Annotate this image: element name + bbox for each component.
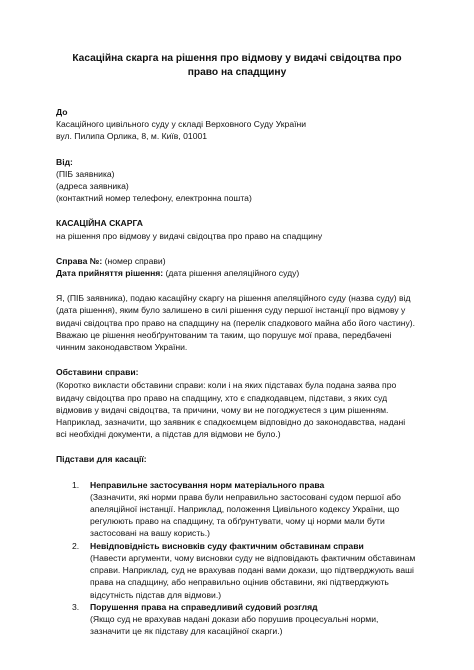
grounds-list [56,479,418,638]
list-item-title: Порушення права на справедливий судовий розгляд [90,601,318,612]
recipient-line: вул. Пилипа Орлика, 8, м. Київ, 01001 [56,131,208,142]
list-item-title: Невідповідність висновків суду фактичним обставинам справи [90,540,364,551]
list-item [72,601,418,638]
complaint-heading: КАСАЦІЙНА СКАРГА [56,218,144,229]
grounds-section [56,453,418,637]
circumstances-heading: Обставини справи: [56,367,139,378]
decision-date-value: (дата рішення апеляційного суду) [163,268,300,279]
circumstances-section [56,366,418,440]
recipient-block [56,106,418,143]
sender-line: (ПІБ заявника) [56,168,115,179]
case-info-block [56,255,418,279]
grounds-heading: Підстави для касації: [56,454,147,465]
sender-label: Від: [56,156,73,167]
list-item-text: (Навести аргументи, чому висновки суду не відповідають фактичним обставинам справи. Наприклад, суд не врахував подані вами докази, що підтверджують ваші права на спадщину, або неправильно оцінив обставини, які підтверджують відсутність підстав для відмови.) [90,552,416,600]
list-item-number: 2. [72,540,80,551]
list-item-title: Неправильне застосування норм матеріального права [90,479,325,490]
intro-paragraph: Я, (ПІБ заявника), подаю касаційну скаргу на рішення апеляційного суду (назва суду) від (дата рішення), яким було залишено в силі рішення суду першої інстанції про відмову у видачі свідоцтва про право на спадщину на (перелік спадкового майна або його частину). Вважаю це рішення необґрунтованим та таким, що порушує мої права, передбачені чинним законодавством України. [56,293,416,353]
recipient-label: До [56,107,68,117]
list-item [72,479,418,540]
case-number-label: Справа №: [56,255,103,266]
sender-line: (адреса заявника) [56,181,129,192]
case-number-value: (номер справи) [102,255,166,266]
list-item-text: (Зазначити, які норми права були неправильно застосовані судом першої або апеляційної інстанції. Наприклад, положення Цивільного кодексу України, що регулюють право на спадщину, та обґрунтувати, чому ці норми мали бути застосовані на вашу користь.) [90,491,401,539]
decision-date-label: Дата прийняття рішення: [56,268,164,279]
document-title: Касаційна скарга на рішення про відмову у видачі свідоцтва про право на спадщину [72,53,402,78]
decision-date-line [56,267,418,279]
list-item-text: (Якщо суд не врахував надані докази або порушив процесуальні норми, зазначити це як підставу для касаційної скарги.) [90,613,379,637]
recipient-line: Касаційного цивільного суду у складі Верховного Суду України [56,119,307,130]
complaint-subheading: на рішення про відмову у видачі свідоцтва про право на спадщину [56,230,323,241]
case-number-line [56,255,418,267]
list-item [72,540,418,601]
sender-line: (контактний номер телефону, електронна пошта) [56,193,252,204]
circumstances-text: (Коротко викласти обставини справи: коли і на яких підставах була подана заява про видачу свідоцтва про право на спадщину, хто є спадкодавцем, підстави, з яких суд відмовив у видачі свідоцтва, та причини, чому ви не погоджуєтеся з цим рішенням. Наприклад, зазначити, що заявник є спадкоємцем відповідно до законодавства, надані всі необхідні документи, а підстав для відмови не було.) [56,380,406,440]
list-item-number: 1. [72,479,80,490]
sender-block [56,156,418,205]
list-item-number: 3. [72,601,80,612]
complaint-heading-block [56,217,418,241]
